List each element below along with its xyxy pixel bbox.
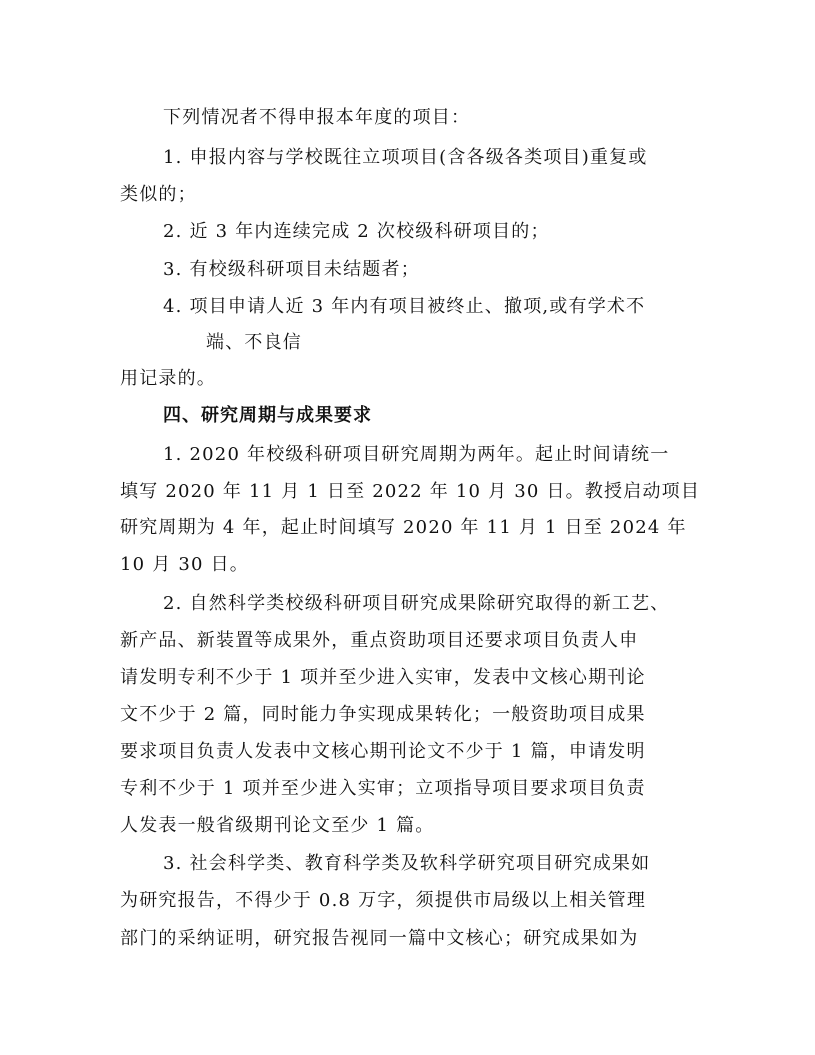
- social-science-line-2: 为研究报告，不得少于 0.8 万字，须提供市局级以上相关管理: [120, 890, 647, 911]
- social-science-line-3: 部门的采纳证明，研究报告视同一篇中文核心；研究成果如为: [120, 928, 639, 949]
- natural-science-line-5: 要求项目负责人发表中文核心期刊论文不少于 1 篇，申请发明: [120, 741, 646, 762]
- social-science-line-1: 3. 社会科学类、教育科学类及软科学研究项目研究成果如: [163, 853, 651, 874]
- cycle-para-line-3: 研究周期为 4 年，起止时间填写 2020 年 11 月 1 日至 2024 年: [120, 517, 687, 538]
- cycle-para-line-2: 填写 2020 年 11 月 1 日至 2022 年 10 月 30 日。教授启动项目: [120, 481, 701, 502]
- intro-line: 下列情况者不得申报本年度的项目：: [163, 107, 471, 128]
- cycle-para-line-1: 1. 2020 年校级科研项目研究周期为两年。起止时间请统一: [163, 444, 670, 465]
- item-1-line-2: 类似的；: [120, 184, 197, 205]
- item-4-line-2: 端、不良信: [206, 332, 302, 353]
- natural-science-line-1: 2. 自然科学类校级科研项目研究成果除研究取得的新工艺、: [163, 593, 670, 614]
- item-3-line: 3. 有校级科研项目未结题者；: [163, 259, 420, 280]
- natural-science-line-7: 人发表一般省级期刊论文至少 1 篇。: [120, 815, 435, 836]
- item-4-line-1: 4. 项目申请人近 3 年内有项目被终止、撤项,或有学术不: [163, 296, 646, 317]
- natural-science-line-2: 新产品、新装置等成果外，重点资助项目还要求项目负责人申: [120, 630, 639, 651]
- cycle-para-line-4: 10 月 30 日。: [120, 554, 249, 575]
- natural-science-line-6: 专利不少于 1 项并至少进入实审；立项指导项目要求项目负责: [120, 778, 646, 799]
- natural-science-line-4: 文不少于 2 篇，同时能力争实现成果转化；一般资助项目成果: [120, 704, 646, 725]
- section-heading: 四、研究周期与成果要求: [163, 405, 372, 426]
- item-2-line: 2. 近 3 年内连续完成 2 次校级科研项目的；: [163, 221, 550, 242]
- item-4-line-3: 用记录的。: [120, 368, 216, 389]
- item-1-line-1: 1. 申报内容与学校既往立项项目(含各级各类项目)重复或: [163, 147, 648, 168]
- natural-science-line-3: 请发明专利不少于 1 项并至少进入实审，发表中文核心期刊论: [120, 667, 646, 688]
